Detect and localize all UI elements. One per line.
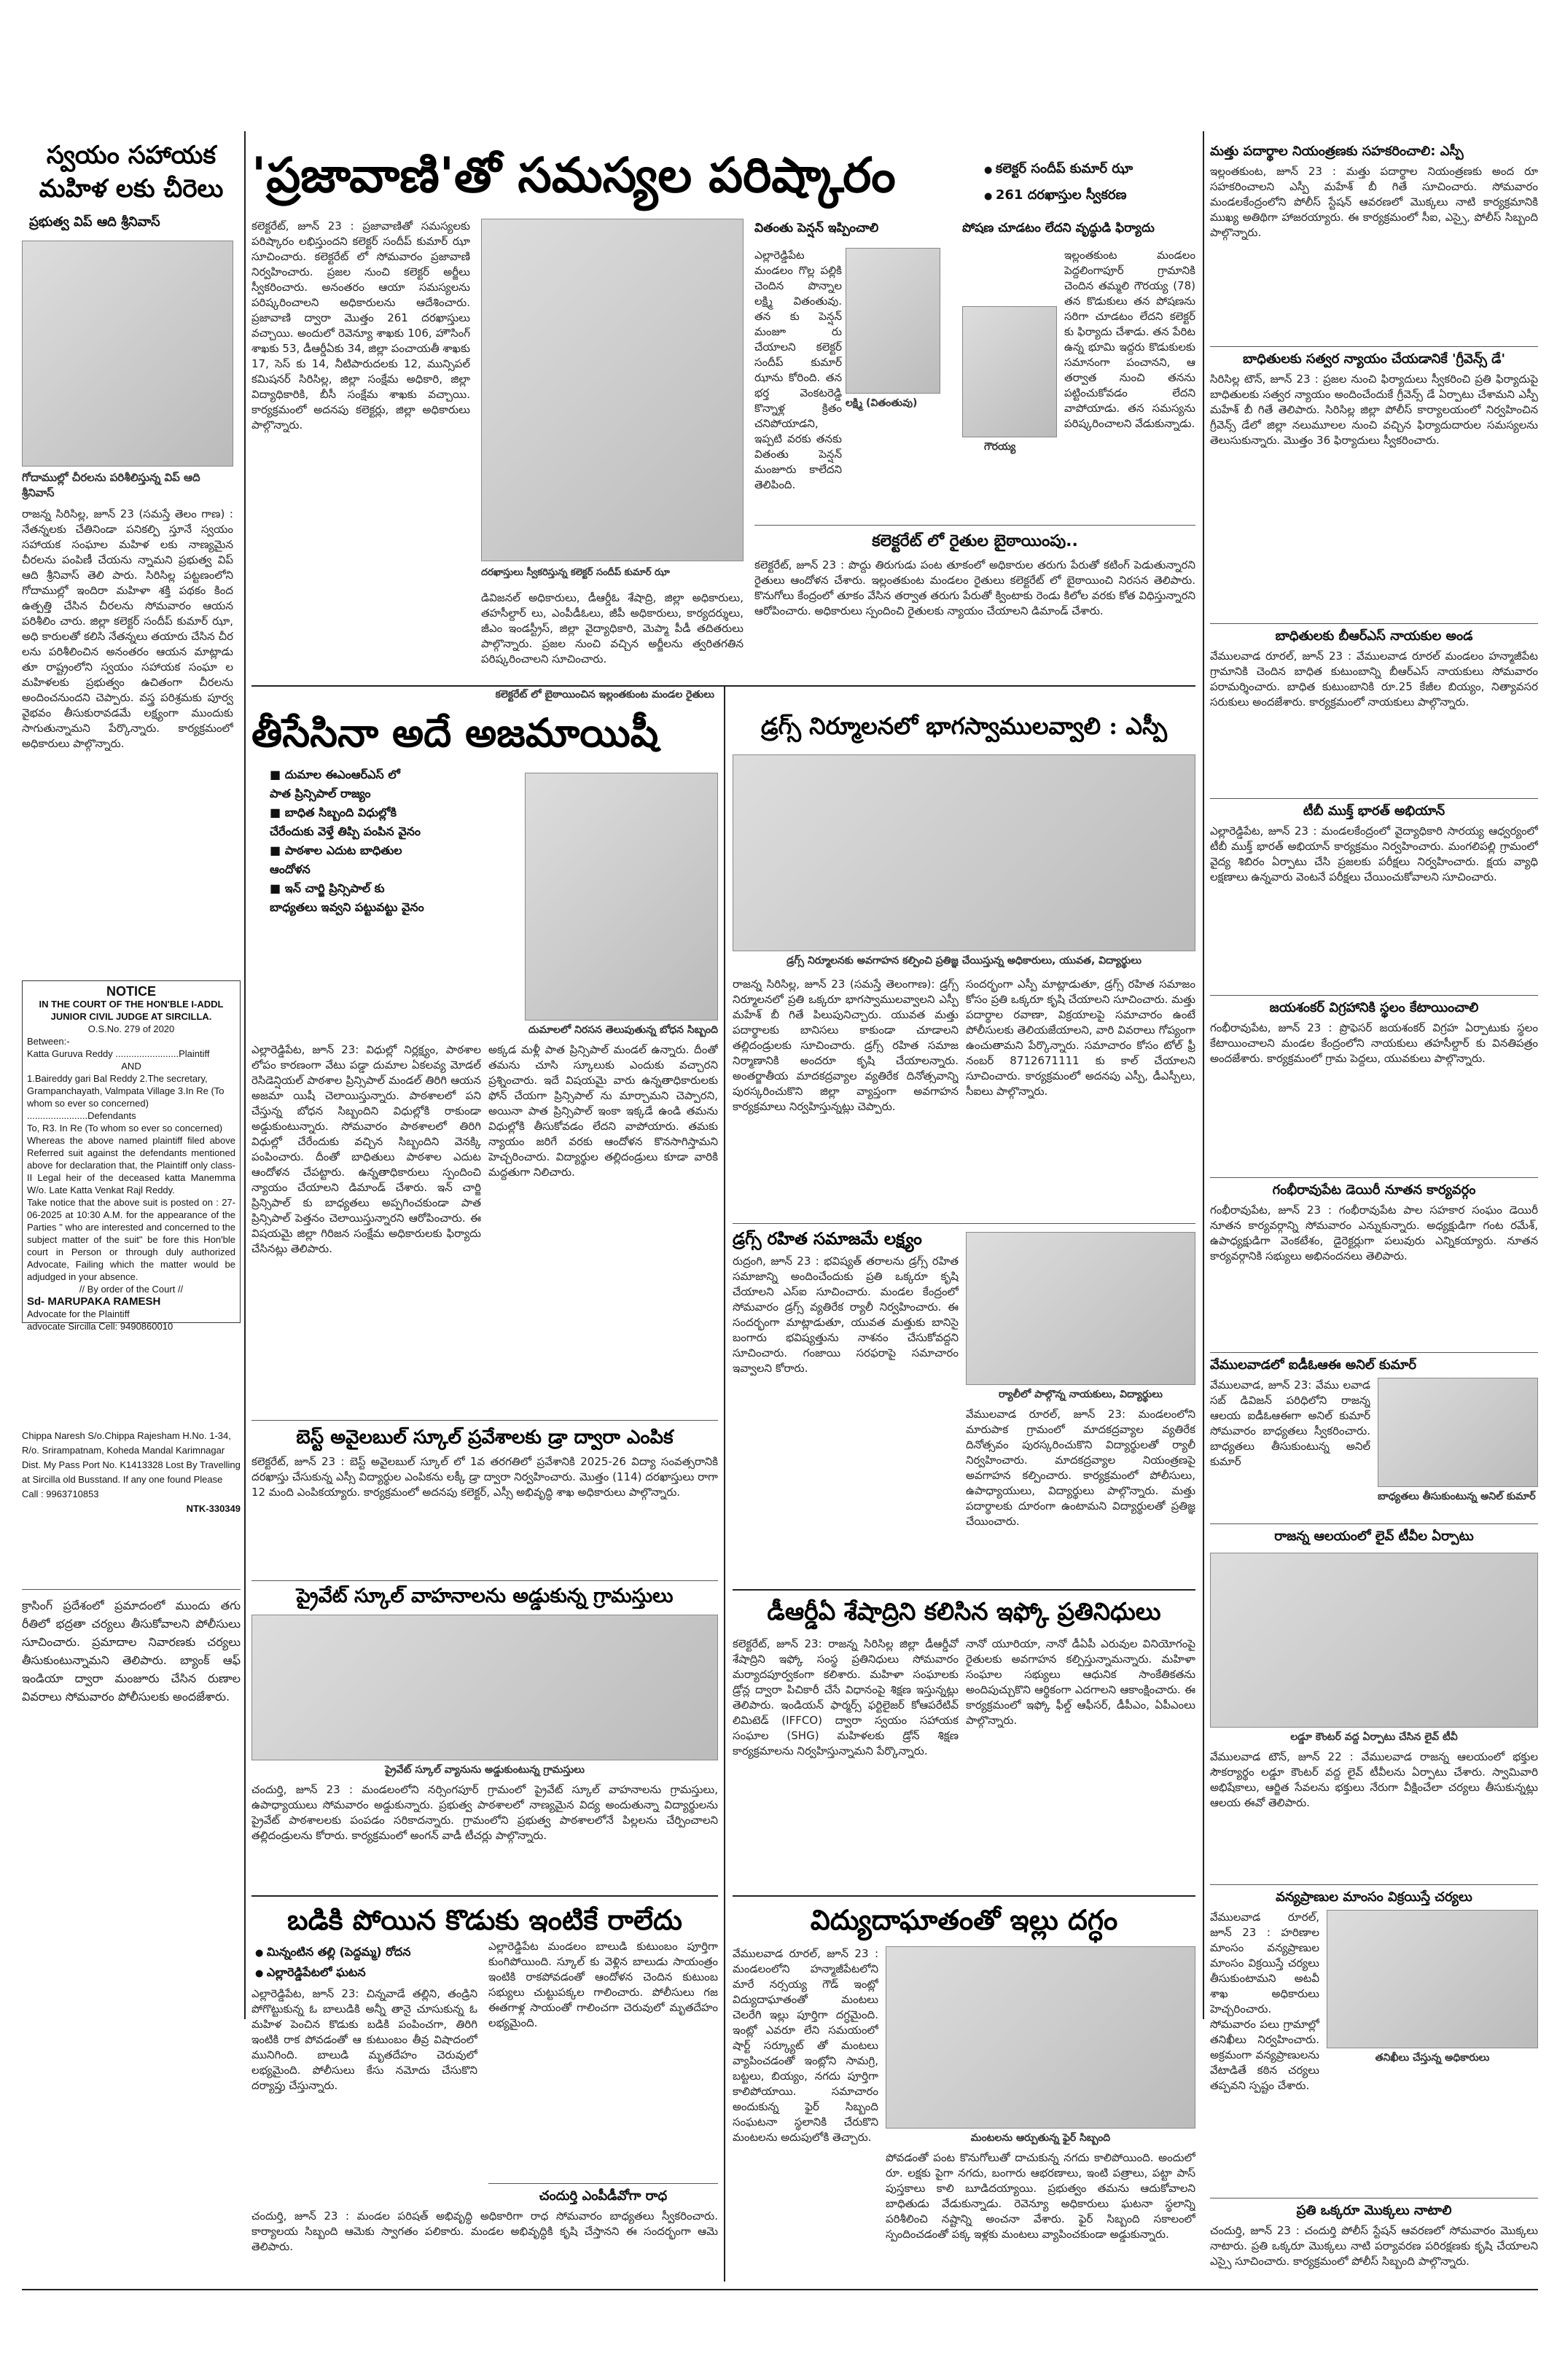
- jayashankar-headline: జయశంకర్ విగ్రహానికి స్థలం కేటాయించాలి: [1269, 1000, 1479, 1015]
- vice-chair-body: చందుర్తి, జూన్ 23 : మండల పరిషత్ అభివృద్ధి అధికారిగా రాధ సోమవారం బాధ్యతలు స్వీకరించారు. కార్యాలయ సిబ్బంది ఆమెకు స్వాగతం పలికారు. మండల అభివృద్ధికి కృషి చేస్తానని ఈ సందర్భంగా ఆమె తెలిపారు.: [251, 2209, 718, 2253]
- paddy-body: కలెక్టరేట్, జూన్ 23 : పొద్దు తిరుగుడు పంట తూకంలో అధికారుల తరుగు పేరుతో కటింగ్ పెడుతున్నారని రైతులు ఆందోళన చేశారు. ఇల్లంతకుంట మండలం రైతులు కలెక్టరేట్ లో బైఠాయించి నిరసన తెలిపారు. కొనుగోలు కేంద్రంలో తూకం వేసిన తర్వాత తరుగు పేరుతో క్వింటాకు రెండు కిలోల వరకు కోత విధిస్తున్నారని ఆరోపించారు. అధికారులు స్పందించి రైతులకు న్యాయం చేయాలని డిమాండ్ చేశారు.: [754, 558, 1195, 617]
- meat-headline: వన్యప్రాణుల మాంసం విక్రయిస్తే చర్యలు: [1276, 1889, 1472, 1905]
- exam-bullet-3: ■ బాధిత సిబ్బంది విధుల్లోకి: [270, 803, 510, 822]
- exam-bullet-5: ■ పాఠశాల ఎదుట బాధితుల: [270, 841, 510, 860]
- vemulawada-photo: [1378, 1378, 1538, 1487]
- gambhirao-headline: గంభీరావుపేట డెయిరీ నూతన కార్యవర్గం: [1272, 1182, 1476, 1198]
- bus-photo: [251, 1615, 718, 1760]
- grievance-body: సిరిసిల్ల టౌన్, జూన్ 23 : ప్రజల నుంచి ఫిర్యాదులు స్వీకరించి ప్రతి ఫిర్యాదుపై బాధితులకు సత్వర న్యాయం అందించేందుకే గ్రీవెన్స్ డే ఏర్పాటు చేశామని ఎస్పీ మహేశ్ బీ గితే తెలిపారు. సిరిసిల్ల జిల్లా పోలీస్ కార్యాలయంలో నిర్వహించిన గ్రీవెన్స్ డేలో జిల్లా నలుమూలల నుంచి వచ్చిన ఫిర్యాదుదారుల సమస్యలను తెలుసుకున్నారు. మొత్తం 36 ఫిర్యాదులు స్వీకరించారు.: [1210, 372, 1538, 447]
- fire-photo: [886, 1946, 1195, 2129]
- pension-photo: [846, 248, 940, 394]
- paddy-headline: కలెక్టరేట్ లో రైతుల బైఠాయింపు..: [872, 532, 1078, 550]
- bus-headline: ప్రైవేట్ స్కూల్ వాహనాలను అడ్డుకున్న గ్రామస్తులు: [296, 1585, 674, 1607]
- iffco-body: కలెక్టరేట్, జూన్ 23: రాజన్న సిరిసిల్ల జిల్లా డీఆర్డీవో శేషాద్రిని ఇఫ్కో సంస్థ ప్రతినిధులు సోమవారం మర్యాదపూర్వకంగా కలిశారు. మహిళా సంఘాలకు డ్రోన్ల ద్వారా పిచికారీ చేసే విధానంపై శిక్షణ ఇస్తున్నట్లు తెలిపారు. ఇండియన్ ఫార్మర్స్ ఫర్టిలైజర్ కోఆపరేటివ్ లిమిటెడ్ (IFFCO) ద్వారా స్వయం సహాయక సంఘాల (SHG) మహిళలకు డ్రోన్ శిక్షణ కార్యక్రమాలను నిర్వహిస్తున్నామని పేర్కొన్నారు.: [733, 1637, 959, 1757]
- son-bullet-1: ● మిన్నంటిన తల్లి (పెద్దమ్మ) రోదన: [255, 1943, 503, 1963]
- grievance-headline: బాధితులకు సత్వర న్యాయం చేయడానికే 'గ్రీవెన్స్ డే': [1243, 351, 1505, 367]
- notice-advocate: Advocate for the Plaintiff: [27, 1308, 130, 1319]
- tb-body: ఎల్లారెడ్డిపేట, జూన్ 23 : మండలకేంద్రంలో వైద్యాధికారి సారయ్య ఆధ్వర్యంలో టీబీ ముక్త్ భారత్ అభియాన్ కార్యక్రమం నిర్వహించారు. మంగలిపల్లి గ్రామంలో వైద్య శిబిరం ఏర్పాటు చేసి ప్రజలకు పరీక్షలు నిర్వహించారు. క్షయ వ్యాధి లక్షణాలు ఉన్నవారు వెంటనే పరీక్షలు చేయించుకోవాలని సూచించారు.: [1210, 824, 1538, 883]
- drugs-sp-body: ఇల్లంతకుంట, జూన్ 23 : మత్తు పదార్థాల నియంత్రణకు అంద రూ సహకరించాలని ఎస్పీ మహేశ్ బీ గితే సూచించారు. సోమవారం మండలకేంద్రంలోని పోలీస్ స్టేషన్ ఆవరణలో మొక్కలు నాటి కార్యక్రమానికి ముఖ్య అతిథిగా హాజరయ్యారు. ఈ కార్యక్రమంలో సీఐ, ఎస్సై, పోలీస్ సిబ్బంది పాల్గొన్నారు.: [1210, 165, 1538, 239]
- prajavani-headline: 'ప్రజావాణి'తో సమస్యల పరిష్కారం: [251, 147, 896, 203]
- rajanna-photo: [1210, 1553, 1538, 1728]
- prajavani-bullets: [984, 157, 1203, 209]
- iffco-headline: డీఆర్డీఏ శేషాద్రిని కలిసిన ఇఫ్కో ప్రతినిధులు: [767, 1597, 1161, 1626]
- ntk-text: Chippa Naresh S/o.Chippa Rajesham H.No. 1-34, R/o. Srirampatnam, Koheda Mandal Karimnagar Dist. My Pass Port No. K1413328 Lost By Travelling at Sircilla old Busstand. If any one found Please Call : 9963710853: [22, 1430, 241, 1499]
- sarees-photo: [22, 241, 233, 467]
- son-bullets: [255, 1943, 503, 1983]
- notice-para1: Whereas the above named plaintiff filed above Referred suit against the defendants mentioned above for declaration that, the Plaintiff only class-II Legal heir of the deceased katta Manemma W/o. Late Katta Venkat Rajl Reddy.: [27, 1135, 235, 1195]
- lead-byline: ప్రభుత్వ విప్ ఆది శ్రీనివాస్: [29, 214, 160, 230]
- society-photo: [966, 1232, 1195, 1385]
- son-body: ఎల్లారెడ్డిపేట, జూన్ 23: చిన్నవాడే తల్లిని, తండ్రిని పోగొట్టుకున్న ఓ బాలుడికి అన్నీ తానై చూసుకున్న ఓ మహిళ పెంచిన కొడుకు బడికి పంపించగా, తిరిగి ఇంటికి రాక పోవడంతో ఆ కుటుంబం తీవ్ర విషాదంలో మునిగింది. బాలుడి మృతదేహం చెరువులో లభ్యమైంది. పోలీసులు కేసు నమోదు చేసుకొని దర్యాప్తు చేస్తున్నారు.: [251, 1987, 477, 2092]
- society-body: రుద్రంగి, జూన్ 23 : భవిష్యత్ తరాలను డ్రగ్స్ రహిత సమాజాన్ని అందించేందుకు ప్రతి ఒక్కరూ కృషి చేయాలని ఎస్ఐ సూచించారు. మండల కేంద్రంలో సోమవారం డ్రగ్స్ వ్యతిరేక ర్యాలీ నిర్వహించారు. ఈ సందర్భంగా మాట్లాడుతూ, యువత మత్తుకు బానిసై బంగారు భవిష్యత్తును నాశనం చేసుకోవద్దని సూచించారు. గంజాయి సరఫరాపై సమాచారం ఇవ్వాలని కోరారు.: [733, 1255, 959, 1375]
- vice-chair-headline: చందుర్తి ఎంపీడీవోగా రాధ: [539, 2188, 668, 2204]
- prajavani-body: కలెక్టరేట్, జూన్ 23 : ప్రజావాణితో సమస్యలకు పరిష్కారం లభిస్తుందని కలెక్టర్ సందీప్ కుమార్ ఝా సూచించారు. కలెక్టరేట్ లో సోమవారం ప్రజావాణి నిర్వహించారు. ప్రజల నుంచి కలెక్టర్ అర్జీలు స్వీకరించారు. అనంతరం ఆయా సమస్యలను పరిష్కరించాలని అధికారులను ఆదేశించారు. ప్రజావాణి ద్వారా మొత్తం 261 దరఖాస్తులు వచ్చాయి. అందులో రెవెన్యూ శాఖకు 106, హౌసింగ్ శాఖకు 53, డీఆర్డీఏకు 34, జిల్లా పంచాయతీ శాఖకు 17, సెస్ కు 14, నీటిపారుదలకు 12, మున్సిపల్ కమిషనర్ సిరిసిల్ల, జిల్లా సంక్షేమ అధికారి, జిల్లా విద్యాధికారికి, బీసీ సంక్షేమ శాఖకు వచ్చాయి. కార్యక్రమంలో అదనపు కలెక్టర్లు, జిల్లా అధికారులు పాల్గొన్నారు.: [251, 219, 470, 432]
- drugs-photo: [733, 754, 1195, 951]
- exam-bullets: [270, 765, 510, 917]
- notice-cell: advocate Sircilla Cell: 9490860010: [27, 1321, 173, 1332]
- drugs-body: రాజన్న సిరిసిల్ల, జూన్ 23 (సమస్తే తెలంగాణ): డ్రగ్స్ నిర్మూలనలో ప్రతి ఒక్కరూ భాగస్వాములవ్వాలని ఎస్పీ మహేశ్ బీ గితే పిలుపునిచ్చారు. యువత మత్తు పదార్థాలకు బానిసలు కాకుండా చూడాలని తల్లిదండ్రులకు సూచించారు. డ్రగ్స్ రహిత సమాజ నిర్మాణానికి అందరూ కృషి చేయాలన్నారు. అంతర్జాతీయ మాదకద్రవ్యాల వ్యతిరేక దినోత్సవాన్ని పురస్కరించుకొని జిల్లా వ్యాప్తంగా అవగాహన కార్యక్రమాలు నిర్వహిస్తున్నట్లు చెప్పారు.: [733, 978, 959, 1113]
- society-body2: వేములవాడ రూరల్, జూన్ 23: మండలంలోని మారుపాక గ్రామంలో మాదకద్రవ్యాల వ్యతిరేక దినోత్సవం పురస్కరించుకొని విద్యార్థులతో ర్యాలీ నిర్వహించారు. మాదకద్రవ్యాల నియంత్రణపై అవగాహన కల్పించారు. కార్యక్రమంలో పోలీసులు, ఉపాధ్యాయులు, విద్యార్థులు పాల్గొన్నారు. మత్తు పదార్థాలకు దూరంగా ఉంటామని విద్యార్థులతో ప్రతిజ్ఞ చేయించారు.: [966, 1408, 1195, 1528]
- fire-headline: విద్యుదాఘాతంతో ఇల్లు దగ్ధం: [810, 1903, 1118, 1936]
- exam-bullet-6: ఆందోళన: [270, 862, 311, 876]
- notice-to: To, R3. In Re (To whom so ever so concerned): [27, 1123, 223, 1134]
- exam-bullet-8: బాధ్యతలు ఇవ్వని పట్టువట్టు వైనం: [270, 900, 424, 914]
- prajavani-photo: [481, 219, 744, 561]
- vemulawada-caption: బాధ్యతలు తీసుకుంటున్న అనిల్ కుమార్: [1378, 1491, 1536, 1502]
- tree-headline: ప్రతి ఒక్కరూ మొక్కలు నాటాలి: [1296, 2203, 1452, 2218]
- classified-text: క్రాసింగ్ ప్రదేశంలో ప్రమాదంలో ముందు తగు రీతిలో భద్రతా చర్యలు తీసుకోవాలని పోలీసులు సూచించారు. ప్రమాదాల నివారణకు చర్యలు తీసుకుంటున్నామని తెలిపారు. బ్యాంక్ ఆఫ్ ఇండియా ద్వారా మంజూరు చేసిన రుణాల వివరాలు సోమవారం పోలీసులకు అందజేశారు.: [22, 1599, 241, 1704]
- notice-between: Between:-: [27, 1036, 70, 1047]
- court-notice: [22, 980, 241, 1332]
- society-headline-visible: డ్రగ్స్ రహిత సమాజమే లక్ష్యం: [733, 1229, 922, 1249]
- drugs-caption: డ్రగ్స్ నిర్మూలనకు అవగాహన కల్పించి ప్రతిజ్ఞ చేయిస్తున్న అధికారులు, యువత, విద్యార్థులు: [787, 955, 1142, 967]
- bus-caption: ప్రైవేట్ స్కూల్ వ్యానును అడ్డుకుంటున్న గ్రామస్తులు: [385, 1764, 585, 1776]
- ntk-notice: [22, 1429, 241, 1582]
- exam-bullet-1: ■ దుమాల ఈఎంఆర్ఎస్ లో: [270, 765, 510, 784]
- exam-kicker: కలెక్టరేట్ లో బైఠాయించిన ఇల్లంతకుంట మండల రైతులు: [495, 689, 714, 701]
- elderly-caption: గౌరయ్య: [984, 441, 1016, 453]
- exam-body2: అక్కడ మళ్లీ పాత ప్రిన్సిపాల్ మండల్ ఉన్నారు. దీంతో తమను చూసి స్కూలుకు ఎందుకు వచ్చారని ప్రశ్నించారు. ఇదే విషయమై వారు ఉన్నతాధికారులకు ఫోన్ చేయగా ప్రిన్సిపాల్ ను మార్చామని చెప్పారని, అయినా పాత ప్రిన్సిపాల్ ఇంకా ఇక్కడే ఉండి తమను విధుల్లోకి తీసుకోవడం లేదని వాపోయారు. తమకు న్యాయం జరిగే వరకు ఆందోళన కొనసాగిస్తామని హెచ్చరించారు. విద్యార్థుల తల్లిదండ్రులు కూడా వారికి మద్దతుగా నిలిచారు.: [488, 1043, 718, 1179]
- fire-body: వేములవాడ రూరల్, జూన్ 23 : మండలంలోని హన్మాజీపేటలోని మారే నర్సయ్య గౌడ్ ఇంట్లో విద్యుదాఘాతంతో మంటలు చెలరేగి ఇల్లు పూర్తిగా దగ్ధమైంది. ఇంట్లో ఎవరూ లేని సమయంలో షార్ట్ సర్క్యూట్ తో మంటలు వ్యాపించడంతో ఇంట్లోని సామగ్రి, బట్టలు, బియ్యం, నగదు పూర్తిగా కాలిపోయాయి. సమాచారం అందుకున్న ఫైర్ సిబ్బంది సంఘటనా స్థలానికి చేరుకొని మంటలను అదుపులోకి తెచ్చారు.: [733, 1947, 878, 2144]
- ntk-code: NTK-330349: [186, 1503, 241, 1514]
- tree-body: చందుర్తి, జూన్ 23 : చందుర్తి పోలీస్ స్టేషన్ ఆవరణలో సోమవారం మొక్కలు నాటారు. ప్రతి ఒక్కరూ మొక్కలు నాటి పర్యావరణ పరిరక్షణకు కృషి చేయాలని ఎస్సై సూచించారు. కార్యక్రమంలో పోలీస్ సిబ్బంది పాల్గొన్నారు.: [1210, 2224, 1538, 2268]
- lead-headline: స్వయం సహాయక మహిళ లకు చీరెలు: [39, 141, 224, 203]
- prajavani-bullet-1: ● కలెక్టర్ సందీప్ కుమార్ ఝా: [984, 157, 1203, 183]
- exam-body: ఎల్లారెడ్డిపేట, జూన్ 23: విధుల్లో నిర్లక్ష్యం, పాఠశాల లోపం కారణంగా వేటు పడ్డా దుమాల ఏకలవ్య మోడల్ రెసిడెన్షియల్ పాఠశాల ప్రిన్సిపాల్ మండల్ తిరిగి ఆయన అజమా యిషీ చెలాయిస్తున్నారు. పాఠశాలలో పని చేస్తున్న బోధన సిబ్బందిని విధుల్లోకి రాకుండా అడ్డుకుంటున్నారు. సోమవారం పాఠశాలలో తిరిగి విధుల్లో చేరేందుకు వచ్చిన సిబ్బందిని వెనక్కి పంపించారు. దీంతో బాధితులు పాఠశాల ఎదుట ఆందోళన చేపట్టారు. ఉన్నతాధికారులు స్పందించి న్యాయం చేయాలని డిమాండ్ చేశారు. ఇన్ చార్జి ప్రిన్సిపాల్ కు బాధ్యతలు అప్పగించకుండా పాత ప్రిన్సిపాల్ పెత్తనం చెలాయిస్తున్నారని ఆరోపించారు. ఈ విషయమై జిల్లా గిరిజన సంక్షేమ అధికారులకు ఫిర్యాదు చేసినట్లు తెలిపారు.: [251, 1043, 481, 1255]
- notice-case: O.S.No. 279 of 2020: [87, 1023, 175, 1034]
- lead-body: రాజన్న సిరిసిల్ల, జూన్ 23 (సమస్తే తెలం గాణ) : నేతన్నలకు చేతినిండా పనికల్పి స్తూనే స్వయం సహాయక సంఘాల మహిళ లకు నాణ్యమైన చీరలను పంపిణీ చేయను న్నామని ప్రభుత్వ విప్ ఆది శ్రీనివాస్ తెలి పారు. సిరిసిల్ల పట్టణంలోని గోదాముల్లో ఇందిరా మహిళా శక్తి పథకం కింద ఉత్పత్తి చేసిన చీరలను సోమవారం ఆయన పరిశీలిం చారు. జిల్లా కలెక్టర్ సందీప్ కుమార్ ఝా, అధి కారులతో కలిసి నేతన్నలు తయారు చేసిన చీర లను పరిశీలించిన అనంతరం ఆయన మాట్లాడు తూ రాష్ట్రంలోని స్వయం సహాయక సంఘా ల మహిళలకు ప్రభుత్వం ఉచితంగా చీరలను అందించనుందని చెప్పారు. వస్త్ర పరిశ్రమకు పూర్వ వైభవం తీసుకురావడమే లక్ష్యంగా ముందుకు సాగుతున్నామని పేర్కొన్నారు. కార్యక్రమంలో అధికారులు పాల్గొన్నారు.: [22, 507, 233, 750]
- meat-caption: తనిఖీలు చేస్తున్న అధికారులు: [1375, 2052, 1490, 2064]
- brs-body: వేములవాడ రూరల్, జూన్ 23 : వేములవాడ రూరల్ మండలం హన్మాజీపేట గ్రామానికి చెందిన బాధిత కుటుంబాన్ని బీఆర్ఎస్ నాయకులు సోమవారం పరామర్శించారు. బాధిత కుటుంబానికి రూ.25 కేజీల బియ్యం, నిత్యావసర సరుకులు అందజేశారు. కార్యక్రమంలో నాయకులు పాల్గొన్నారు.: [1210, 649, 1538, 709]
- rajanna-headline: రాజన్న ఆలయంలో లైవ్ టీవీల ఏర్పాటు: [1274, 1529, 1474, 1544]
- pension-caption: లక్ష్మి (వితంతువు): [846, 397, 918, 409]
- prajavani-body2: డివిజనల్ అధికారులు, డీఆర్డీఓ శేషాద్రి, జిల్లా అధికారులు, తహసీల్దార్ లు, ఎంపీడీఓలు, జీపీ అధికారులు, కార్యదర్శులు, జీఎం ఇండస్ట్రీస్, జిల్లా వైద్యాధికారి, మెప్మా పీడీ తదితరులు పాల్గొన్నారు. ప్రజల నుంచి వచ్చిన అర్జీలను త్వరితగతిన పరిష్కరించాలని సూచించారు.: [481, 591, 744, 666]
- bus-body: చందుర్తి, జూన్ 23 : మండలంలోని నర్సింగపూర్ గ్రామంలో ప్రైవేట్ స్కూల్ వాహనాలను గ్రామస్తులు, ఉపాధ్యాయులు సోమవారం అడ్డుకున్నారు. ప్రభుత్వ పాఠశాలలో నాణ్యమైన విద్య అందుతున్నా విద్యార్థులను ప్రైవేట్ పాఠశాలలకు పంపడం సరికాదన్నారు. గ్రామంలోని ప్రభుత్వ పాఠశాలలోనే పిల్లలను చేర్పించాలని తల్లిదండ్రులను కోరారు. కార్యక్రమంలో అంగన్ వాడీ టీచర్లు పాల్గొన్నారు.: [251, 1783, 718, 1842]
- meat-body: వేములవాడ రూరల్, జూన్ 23 : హరిణాల మాంసం వన్యప్రాణుల మాంసం విక్రయిస్తే చర్యలు తీసుకుంటామని అటవీ శాఖ అధికారులు హెచ్చరించారు. సోమవారం పలు గ్రామాల్లో తనిఖీలు నిర్వహించారు. అక్రమంగా వన్యప్రాణులను వేటాడితే కఠిన చర్యలు తప్పవని స్పష్టం చేశారు.: [1210, 1911, 1319, 2092]
- cbse-body: కలెక్టరేట్, జూన్ 23 : బెస్ట్ అవైలబుల్ స్కూల్ లో 1వ తరగతిలో ప్రవేశానికి 2025-26 విద్యా సంవత్సరానికి దరఖాస్తు చేసుకున్న ఎస్సీ విద్యార్థుల ఎంపికను లక్కీ డ్రా ద్వారా నిర్వహించారు. మొత్తం (114) దరఖాస్తులు రాగా 12 మంది ఎంపికయ్యారు. కార్యక్రమంలో అదనపు కలెక్టర్, ఎస్సీ అభివృద్ధి శాఖ అధికారులు పాల్గొన్నారు.: [251, 1455, 718, 1499]
- son-bullet-2: ● ఎల్లారెడ్డిపేటలో ఘటన: [255, 1963, 503, 1983]
- pension-headline: వితంతు పెన్షన్ ఇప్పించాలి: [754, 221, 879, 235]
- photo-caption: గోదాముల్లో చీరలను పరిశీలిస్తున్న విప్ ఆది శ్రీనివాస్: [22, 471, 200, 499]
- notice-sd: Sd- MARUPAKA RAMESH: [27, 1295, 161, 1308]
- exam-bullet-7: ■ ఇన్ చార్జి ప్రిన్సిపాల్ కు: [270, 879, 510, 898]
- brs-headline: బాధితులకు బీఆర్ఎస్ నాయకుల అండ: [1275, 628, 1473, 644]
- exam-caption: దుమాలలో నిరసన తెలుపుతున్న బోధన సిబ్బంది: [528, 1024, 718, 1036]
- exam-headline: తీసేసినా అదే అజమాయిషీ: [251, 709, 659, 756]
- drugs-body2: సందర్భంగా ఎస్పీ మాట్లాడుతూ, డ్రగ్స్ రహిత సమాజం కోసం ప్రతి ఒక్కరూ కృషి చేయాలని సూచించారు. మత్తు పదార్థాల రవాణా, విక్రయాలపై సమాచారం ఉంటే పోలీసులకు తెలియజేయాలని, వారి వివరాలు గోప్యంగా ఉంచుతామని పేర్కొన్నారు. సమాచారం కోసం టోల్ ఫ్రీ నంబర్ 8712671111 కు కాల్ చేయాలని సూచించారు. కార్యక్రమంలో అదనపు ఎస్పీ, డీఎస్పీలు, సీఐలు పాల్గొన్నారు.: [966, 978, 1195, 1098]
- vemulawada-headline: వేములవాడలో ఐడీఓఆఈ అనిల్ కుమార్: [1210, 1357, 1417, 1373]
- drugs-headline: డ్రగ్స్ నిర్మూలనలో భాగస్వాములవ్వాలి : ఎస్పీ: [760, 712, 1168, 740]
- prajavani-caption: దరఖాస్తులు స్వీకరిస్తున్న కలెక్టర్ సందీప్ కుమార్ ఝా: [481, 567, 670, 578]
- notice-and: AND: [121, 1061, 141, 1072]
- drugs-sp-headline: మత్తు పదార్థాల నియంత్రణకు సహకరించాలి: ఎస్పీ: [1210, 144, 1464, 159]
- counter-caption: లడ్డూ కౌంటర్ వద్ద ఏర్పాటు చేసిన లైవ్ టీవీ: [1290, 1731, 1458, 1743]
- son-body2: ఎల్లారెడ్డిపేట మండలం బాలుడి కుటుంబం పూర్తిగా కుంగిపోయింది. స్కూల్ కు వెళ్లిన బాలుడు సాయంత్రం ఇంటికి రాకపోవడంతో ఆందోళన చెందిన కుటుంబ సభ్యులు చుట్టుపక్కల గాలించారు. పోలీసులు గజ ఈతగాళ్ల సాయంతో గాలించగా చెరువులో మృతదేహం లభ్యమైంది.: [488, 1940, 718, 2029]
- society-caption: ర్యాలీలో పాల్గొన్న నాయకులు, విద్యార్థులు: [999, 1389, 1163, 1400]
- tb-headline: టీబీ ముక్త్ భారత్ అభియాన్: [1303, 803, 1445, 819]
- fire-body2: పోవడంతో పంట కొనుగోలుతో దాచుకున్న నగదు కాలిపోయింది. అందులో రూ. లక్షకు పైగా నగదు, బంగారు ఆభరణాలు, ఇంటి పత్రాలు, పట్టా పాస్ పుస్తకాలు కాలి బూడిదయ్యాయి. ప్రభుత్వం తమను ఆదుకోవాలని బాధితుడు వేడుకున్నాడు. రెవెన్యూ అధికారులు ఘటనా స్థలాన్ని పరిశీలించి నష్టాన్ని అంచనా వేశారు. ఫైర్ సిబ్బంది సకాలంలో స్పందించడంతో పక్క ఇళ్లకు మంటలు వ్యాపించకుండా అడ్డుకున్నారు.: [886, 2151, 1195, 2241]
- exam-bullet-2: పాత ప్రిన్సిపాల్ రాజ్యం: [270, 787, 371, 800]
- meat-photo: [1327, 1910, 1538, 2048]
- notice-plaintiff: Katta Guruva Reddy ........................Plaintiff: [27, 1048, 210, 1059]
- notice-defendants: 1.Baireddy gari Bal Reddy 2.The secretary, Grampanchayath, Valmpata Village 3.In Re (To whom so ever so concerned) .......................Defendants: [27, 1073, 225, 1121]
- cbse-headline: బెస్ట్ అవైలబుల్ స్కూల్ ప్రవేశాలకు డ్రా ద్వారా ఎంపిక: [296, 1427, 674, 1448]
- counter-body: వేములవాడ టౌన్, జూన్ 22 : వేములవాడ రాజన్న ఆలయంలో భక్తుల సౌకర్యార్థం లడ్డూ కౌంటర్ వద్ద లైవ్ టీవీలను ఏర్పాటు చేశారు. స్వామివారి అభిషేకాలు, ఆర్జిత సేవలను భక్తులు నేరుగా వీక్షించేలా చర్యలు తీసుకున్నట్లు ఆలయ ఈవో తెలిపారు.: [1210, 1750, 1538, 1809]
- jayashankar-body: గంభీరావుపేట, జూన్ 23 : ప్రొఫెసర్ జయశంకర్ విగ్రహ ఏర్పాటుకు స్థలం కేటాయించాలని మండల కేంద్రంలోని నాయకులు తహసీల్దార్ కు వినతిపత్రం అందజేశారు. కార్యక్రమంలో గ్రామ పెద్దలు, యువకులు పాల్గొన్నారు.: [1210, 1021, 1538, 1065]
- notice-title: NOTICE: [106, 984, 156, 999]
- notice-court: IN THE COURT OF THE HON'BLE I-ADDL JUNIOR CIVIL JUDGE AT SIRCILLA.: [39, 999, 224, 1022]
- son-headline: బడికి పోయిన కొడుకు ఇంటికే రాలేదు: [287, 1903, 682, 1936]
- elderly-headline: పోషణ చూడటం లేదని వృద్ధుడి ఫిర్యాదు: [962, 221, 1155, 235]
- fire-caption: మంటలను ఆర్పుతున్న ఫైర్ సిబ్బంది: [970, 2132, 1111, 2144]
- exam-photo: [525, 773, 718, 1021]
- prajavani-bullet-2: ● 261 దరఖాస్తుల స్వీకరణ: [984, 183, 1203, 209]
- elderly-body: ఇల్లంతకుంట మండలం పెద్దలింగాపూర్ గ్రామానికి చెందిన తమ్మలి గౌరయ్య (78) తన కొడుకులు తన పోషణను సరిగా చూడటం లేదని కలెక్టర్ కు ఫిర్యాదు చేశాడు. తన పేరిట ఉన్న భూమి ఇద్దరు కొడుకులకు సమానంగా పంచానని, ఆ తర్వాత నుంచి తనను పట్టించుకోవడం లేదని వాపోయాడు. తన సమస్యను పరిష్కరించాలని వేడుకున్నాడు.: [1064, 249, 1195, 430]
- gambhirao-body: గంభీరావుపేట, జూన్ 23 : గంభీరావుపేట పాల సహకార సంఘం డెయిరీ నూతన కార్యవర్గాన్ని సోమవారం ఎన్నుకున్నారు. అధ్యక్షుడిగా గంట రమేశ్, ఉపాధ్యక్షుడిగా వెంకటేశం, డైరెక్టర్లుగా పలువురు ఎన్నికయ్యారు. నూతన కార్యవర్గానికి సభ్యులు అభినందనలు తెలిపారు.: [1210, 1203, 1538, 1263]
- elderly-photo: [962, 306, 1057, 437]
- pension-body: ఎల్లారెడ్డిపేట మండలం గొల్ల పల్లికి చెందిన పొన్నాల లక్ష్మి వితంతువు. తన కు పెన్షన్ మంజూ రు చేయాలని కలెక్టర్ సందీప్ కుమార్ ఝాను కోరింది. తన భర్త వెంకటరెడ్డి కొన్నాళ్ల క్రితం చనిపోయాడని, ఇప్పటి వరకు తనకు వితంతు పెన్షన్ మంజూరు కాలేదని తెలిపింది.: [754, 249, 842, 491]
- iffco-body2: నానో యూరియా, నానో డీఏపీ ఎరువుల వినియోగంపై రైతులకు అవగాహన కల్పిస్తున్నామన్నారు. మహిళా సంఘాల సభ్యులు ఆధునిక సాంకేతికతను అందిపుచ్చుకొని ఆర్థికంగా ఎదగాలని ఆకాంక్షించారు. ఈ కార్యక్రమంలో ఇఫ్కో ఫీల్డ్ ఆఫీసర్, డీపీఎం, ఏపీఎంలు పాల్గొన్నారు.: [966, 1637, 1195, 1727]
- exam-bullet-4: చేరేందుకు వెళ్తే తిప్పి పంపిన వైనం: [270, 824, 421, 838]
- vemulawada-body: వేములవాడ, జూన్ 23: వేము లవాడ సబ్ డివిజన్ పరిధిలోని రాజన్న ఆలయ ఐడీఓఆఈగా అనిల్ కుమార్ సోమవారం బాధ్యతలు స్వీకరించారు. బాధ్యతలు తీసుకుంటున్న అనిల్ కుమార్: [1210, 1378, 1370, 1468]
- notice-para2: Take notice that the above suit is posted on : 27-06-2025 at 10:30 A.M. for the appearance of the Parties " who are interested and concerned to the subject matter of the suit" be fore this Hon'ble court in Person or through duly authorized Advocate, Failing which the matter would be adjudged in your absence.: [27, 1197, 235, 1282]
- notice-by-order: // By order of the Court //: [79, 1284, 184, 1295]
